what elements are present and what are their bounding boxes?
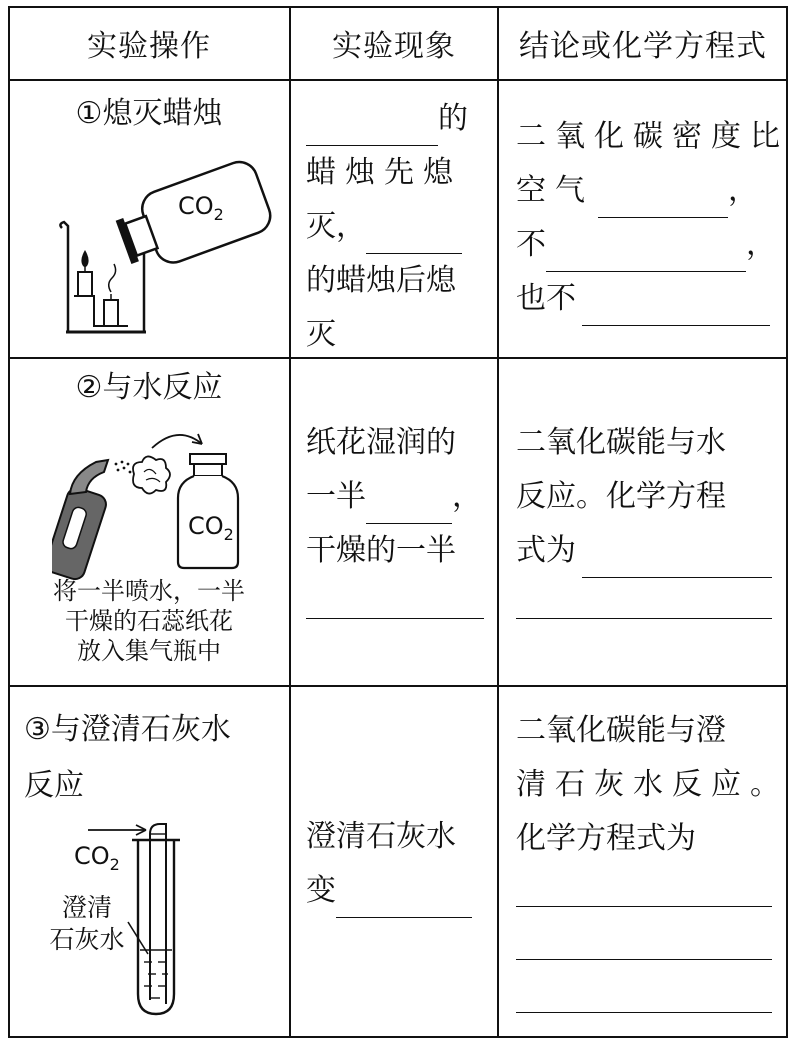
candle-beaker-illustration	[48, 146, 288, 346]
row2-conclusion-line1: 二氧化碳能与水	[516, 425, 726, 460]
answer-blank[interactable]	[582, 539, 772, 578]
row1-phenomenon	[306, 92, 492, 362]
answer-blank[interactable]	[366, 215, 462, 254]
row2-phenomenon-line3: 干燥的一半	[306, 533, 456, 568]
row2-phenomenon-line1: 纸花湿润的	[306, 425, 456, 460]
row2-conclusion-line3: 式为	[516, 524, 780, 578]
row3-image-label: $CO_2$	[74, 842, 120, 874]
answer-blank[interactable]	[306, 578, 484, 619]
row3-conclusion-line3: 化学方程式为	[516, 821, 696, 856]
answer-blank[interactable]	[366, 485, 452, 524]
row3-conclusion	[516, 704, 789, 1013]
row2-phenomenon-line2: 一半 ，	[306, 470, 492, 524]
answer-blank[interactable]	[336, 879, 472, 918]
row1-image-label: $CO_2$	[178, 192, 224, 224]
row1-conclusion-line1: 二氧化碳密度比	[516, 119, 789, 154]
row1-phenomenon-line4: 的蜡烛后熄	[306, 263, 456, 298]
liquid-label-line: 澄清	[61, 893, 112, 922]
row1-phenomenon-line3: 灭，	[306, 200, 492, 254]
row3-conclusion-line1: 二氧化碳能与澄	[516, 713, 726, 748]
row3-conclusion-line2: 清石灰水反应。	[516, 767, 789, 802]
header-conclusion: 结论或化学方程式	[519, 29, 767, 64]
row1-phenomenon-line5: 灭	[306, 317, 336, 352]
caption-line: 将一半喷水，一半	[53, 577, 245, 605]
row2-caption	[8, 576, 290, 666]
answer-blank[interactable]	[598, 179, 728, 218]
row2-image-label: $CO_2$	[188, 512, 234, 544]
row3-title-line1: ③与澄清石灰水	[24, 712, 231, 747]
row2-operation-title: ②与水反应	[75, 370, 223, 405]
row2-conclusion	[516, 416, 780, 619]
row3-phenomenon-line1: 澄清石灰水	[306, 819, 456, 854]
row1-conclusion	[516, 110, 789, 326]
answer-blank[interactable]	[582, 287, 770, 326]
answer-blank[interactable]	[516, 578, 772, 619]
row3-phenomenon-line2: 变	[306, 864, 492, 918]
liquid-label-line: 石灰水	[49, 925, 125, 954]
answer-blank[interactable]	[516, 972, 772, 1013]
answer-blank[interactable]	[306, 107, 438, 146]
row3-liquid-label	[32, 892, 142, 956]
caption-line: 放入集气瓶中	[77, 637, 221, 665]
experiment-table	[8, 6, 788, 1038]
row1-conclusion-line3: 不 ，	[516, 218, 780, 272]
row3-title-line2: 反应	[24, 768, 84, 803]
row1-phenomenon-line2: 蜡烛先熄	[306, 155, 462, 190]
header-phenomenon: 实验现象	[332, 29, 456, 64]
caption-line: 干燥的石蕊纸花	[65, 607, 233, 635]
row3-operation-title	[24, 702, 286, 814]
answer-blank[interactable]	[516, 919, 772, 960]
row1-conclusion-line4: 也不	[516, 272, 780, 326]
answer-blank[interactable]	[516, 866, 772, 907]
row2-conclusion-line2: 反应。化学方程	[516, 479, 726, 514]
row1-phenomenon-line1: 的	[306, 92, 492, 146]
row1-conclusion-line2: 空气 ，	[516, 164, 780, 218]
row2-phenomenon	[306, 416, 492, 619]
row1-operation-title: ①熄灭蜡烛	[75, 96, 223, 131]
row3-phenomenon	[306, 810, 492, 918]
answer-blank[interactable]	[546, 233, 746, 272]
header-operation: 实验操作	[87, 29, 211, 64]
